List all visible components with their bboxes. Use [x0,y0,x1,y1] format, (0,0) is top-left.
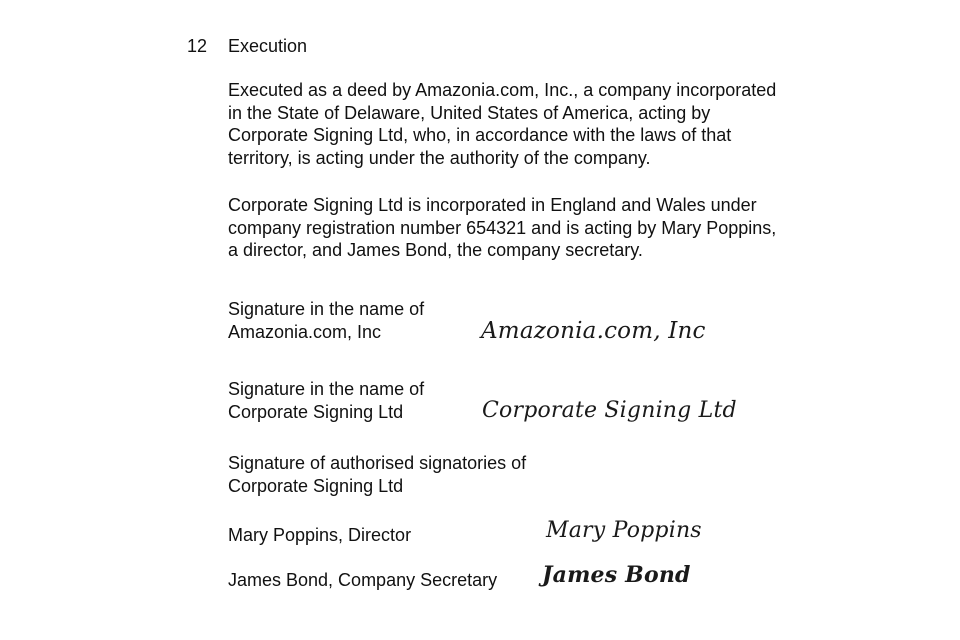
signature-label-line2: Corporate Signing Ltd [228,475,404,496]
signature-corporate: Corporate Signing Ltd [482,398,737,423]
execution-paragraph-1: Executed as a deed by Amazonia.com, Inc., a company incorporated in the State of Delaware, United States of America, acting by Corporate Signing Ltd, who, in accordance with the laws of that territory, is acting under the authority of the company. [228,80,777,168]
signature-block-authorised [228,452,526,497]
signatory-james-label: James Bond, Company Secretary [228,570,498,590]
execution-paragraph-2: Corporate Signing Ltd is incorporated in England and Wales under company registration number 654321 and is acting by Mary Poppins, a director, and James Bond, the company secretary. [228,195,777,260]
section-title: Execution [228,36,308,56]
signature-label-line1: Signature in the name of [228,299,425,319]
signature-amazonia: Amazonia.com, Inc [481,318,706,344]
signatory-mary-label: Mary Poppins, Director [228,525,412,545]
signature-label-line2: Corporate Signing Ltd [228,401,404,422]
signature-block-corporate [228,378,424,423]
signature-label-line2: Amazonia.com, Inc [228,321,382,342]
signature-block-amazonia [228,298,424,343]
signature-label-line1: Signature in the name of [228,379,425,399]
signature-label-line1: Signature of authorised signatories of [228,453,527,473]
signature-mary: Mary Poppins [546,518,702,543]
signature-james: James Bond [542,562,691,588]
section-number: 12 [187,36,208,56]
